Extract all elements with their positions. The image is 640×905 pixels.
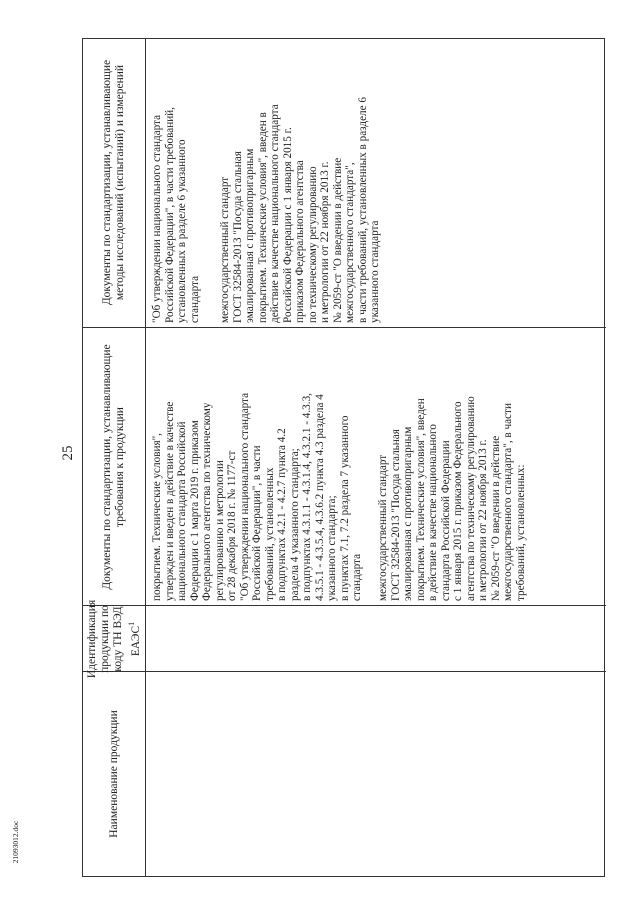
header-requirements-docs: Документы по стандартизации, устанавливающие требования к продукции (101, 344, 126, 590)
header-methods-docs: Документы по стандартизации, устанавливающие методы исследований (испытаний) и измерений (101, 59, 126, 306)
methods-cell-row1b: межгосударственный стандарт ГОСТ 32584-2013 "Посуда стальная эмалированная с противопригарным покрытием. Технические условия", введен в действие в качестве национального стандарта Российской Федерации с 1 января 2015 г. приказом Федерального агентства по техническому регулированию и метрологии от 22 ноября 2013 г. № 2059-ст "О введении в действие межгосударственного стандарта", в части требований, установленных в разделе 6 указанного стандарта (219, 97, 381, 323)
rotated-table-wrapper (82, 38, 605, 877)
page-number: 25 (60, 445, 76, 461)
footer-document-code: 21093012.doc (11, 820, 20, 864)
requirements-cell-row1: покрытием. Технические условия", утвержден и введен в действие в качестве национального стандарта Российской Федерации с 1 марта 2019 г. приказом Федерального агентства по техническому регулированию и метрологии от 28 декабря 2018 г. № 1177-ст "Об утверждении национального стандарта Российской Федерации", в части требований, установленных в подпунктах 4.2.1 - 4.2.7 пункта 4.2 раздела 4 указанного стандарта; в подпунктах 4.3.1.1 - 4.3.1.4, 4.3.2.1 - 4.3.3, 4.3.5.1 - 4.3.5.4, 4.3.6.2 пункта 4.3 раздела 4 указанного стандарта; в пунктах 7.1, 7.2 раздела 7 указанного стандарта (151, 392, 363, 601)
header-product-name: Наименование продукции (107, 710, 120, 838)
header-identification: Идентификация продукции по коду ТН ВЭД ЕАЭС$^1$ (85, 599, 142, 679)
methods-cell-row1a: "Об утверждении национального стандарта Российской Федерации", в части требований, установленных в разделе 6 указанного стандарта (151, 107, 201, 323)
standards-table (82, 38, 605, 877)
requirements-cell-row2: межгосударственный стандарт ГОСТ 32584-2013 "Посуда стальная эмалированная с противопригарным покрытием. Технические условия", введен в действие в качестве национального стандарта Российской Федерации с 1 января 2015 г. приказом Федерального агентства по техническому регулированию и метрологии от 22 ноября 2013 г. № 2059-ст "О введении в действие межгосударственного стандарта", в части требований, установленных: (377, 396, 527, 601)
